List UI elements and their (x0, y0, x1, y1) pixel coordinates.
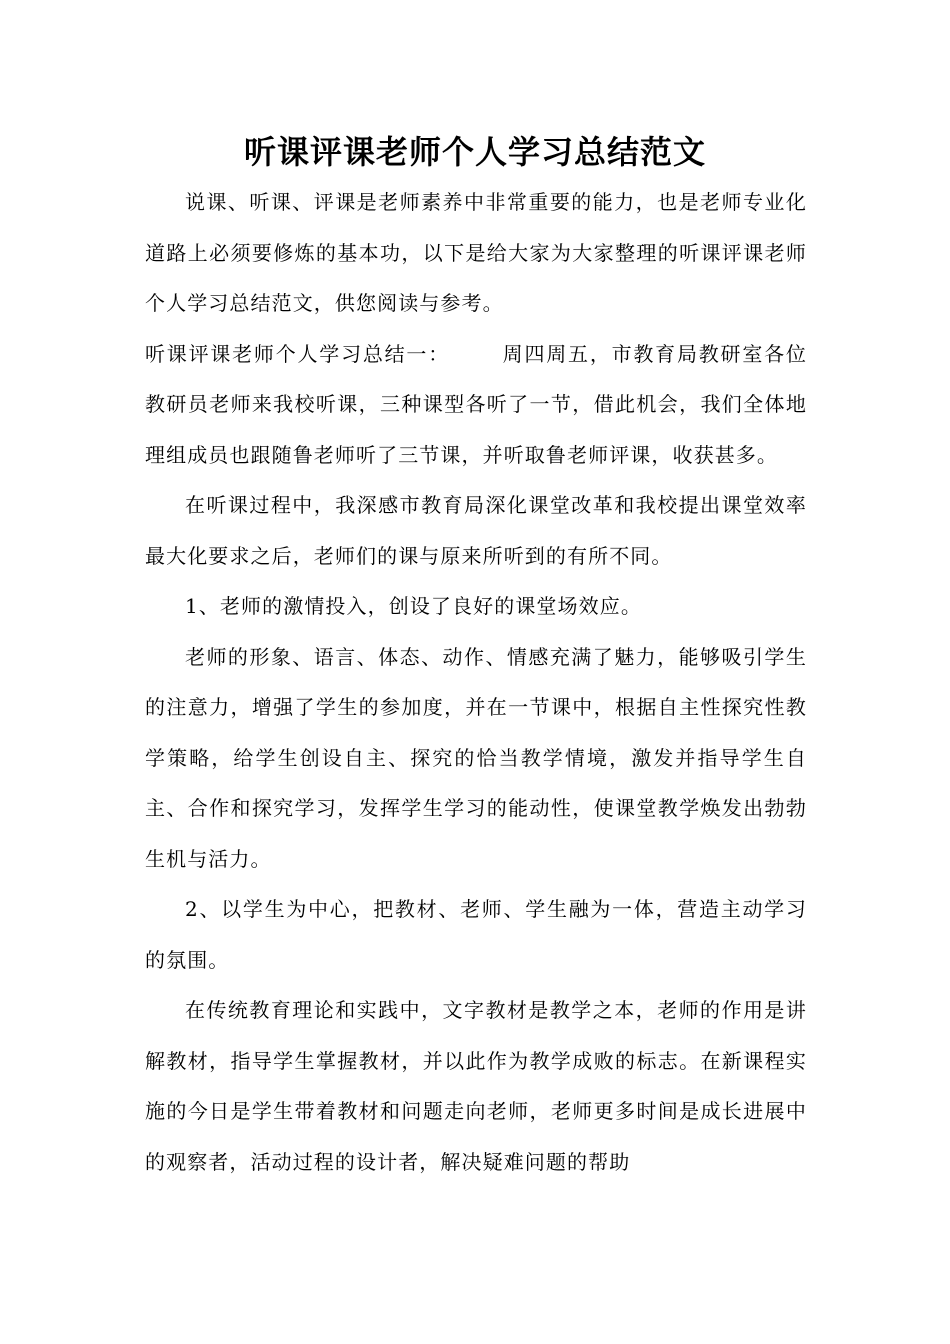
section-1-lead-text: 周四周五，市教育局教研室各位教研员老师来我校听课，三种课型各听了一节，借此机会，我们全体地理组成员也跟随鲁老师听了三节课，并听取鲁老师评课，收获甚多。 (145, 341, 807, 467)
point-2-heading: 2、以学生为中心，把教材、老师、学生融为一体，营造主动学习的氛围。 (145, 897, 807, 972)
section-1-paragraph (145, 329, 807, 481)
document-title: 听课评课老师个人学习总结范文 (243, 133, 706, 171)
document-body (145, 177, 807, 1187)
body-paragraph: 老师的形象、语言、体态、动作、情感充满了魅力，能够吸引学生的注意力，增强了学生的参加度，并在一节课中，根据自主性探究性教学策略，给学生创设自主、探究的恰当教学情境，激发并指导学生自主、合作和探究学习，发挥学生学习的能动性，使课堂教学焕发出勃勃生机与活力。 (145, 644, 807, 871)
body-paragraph: 在听课过程中，我深感市教育局深化课堂改革和我校提出课堂效率最大化要求之后，老师们的课与原来所听到的有所不同。 (145, 493, 807, 568)
section-1-heading: 听课评课老师个人学习总结一： (145, 341, 450, 366)
point-1-heading: 1、老师的激情投入，创设了良好的课堂场效应。 (185, 594, 642, 618)
body-paragraph: 在传统教育理论和实践中，文字教材是教学之本，老师的作用是讲解教材，指导学生掌握教材，并以此作为教学成败的标志。在新课程实施的今日是学生带着教材和问题走向老师，老师更多时间是成长进展中的观察者，活动过程的设计者，解决疑难问题的帮助 (145, 998, 807, 1174)
intro-paragraph: 说课、听课、评课是老师素养中非常重要的能力，也是老师专业化道路上必须要修炼的基本功，以下是给大家为大家整理的听课评课老师个人学习总结范文，供您阅读与参考。 (145, 190, 807, 315)
